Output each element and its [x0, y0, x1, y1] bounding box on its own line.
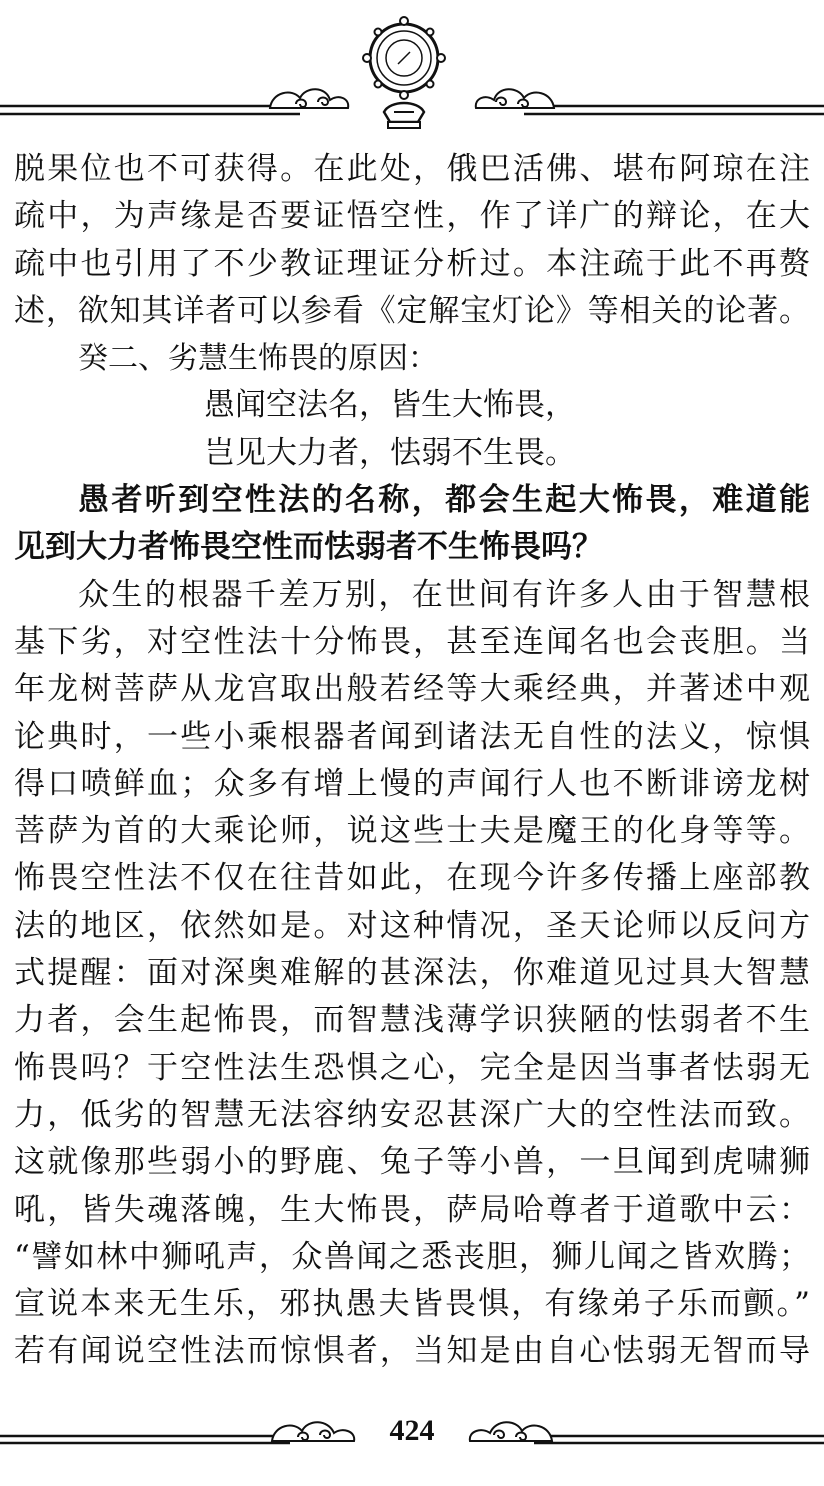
section-heading: 癸二、劣慧生怖畏的原因：: [78, 341, 438, 377]
text-line: 怖畏空性法不仅在往昔如此，在现今许多传播上座部教: [14, 860, 810, 897]
text-line: 众生的根器千差万别，在世间有许多人由于智慧根: [78, 576, 810, 613]
translation-line: 愚者听到空性法的名称，都会生起大怖畏，难道能: [78, 482, 810, 519]
text-line: 菩萨为首的大乘论师，说这些士夫是魔王的化身等等。: [14, 813, 810, 850]
text-line: 力者，会生起怖畏，而智慧浅薄学识狭陋的怯弱者不生: [14, 1002, 810, 1039]
text-line: 法的地区，依然如是。对这种情况，圣天论师以反问方: [14, 907, 810, 944]
text-line: 怖畏吗？于空性法生恐惧之心，完全是因当事者怯弱无: [14, 1049, 810, 1086]
text-line: 疏中也引用了不少教证理证分析过。本注疏于此不再赘: [14, 245, 810, 282]
dharma-wheel-medallion-icon: [363, 17, 445, 128]
text-line: 若有闻说空性法而惊惧者，当知是由自心怯弱无智而导: [14, 1333, 810, 1370]
continued-paragraph: [14, 146, 810, 335]
text-line: 吼，皆失魂落魄，生大怖畏，萨局哈尊者于道歌中云：: [14, 1191, 810, 1228]
verse-translation: [14, 477, 810, 572]
text-line: 年龙树菩萨从龙宫取出般若经等大乘经典，并著述中观: [14, 671, 810, 708]
cloud-scroll-left-icon: [270, 89, 348, 108]
verse-line: 愚闻空法名，皆生大怖畏，: [204, 387, 576, 424]
text-line: 论典时，一些小乘根器者闻到诸法无自性的法义，惊惧: [14, 718, 810, 755]
cloud-scroll-right-icon: [476, 89, 554, 108]
text-line: 力，低劣的智慧无法容纳安忍甚深广大的空性法而致。: [14, 1096, 810, 1133]
verse-line: 岂见大力者，怯弱不生畏。: [204, 434, 576, 471]
page-body: [14, 146, 810, 1376]
quote-line: “譬如林中狮吼声，众兽闻之悉丧胆，狮儿闻之皆欢腾；: [14, 1238, 810, 1275]
header-ornament: [0, 0, 824, 140]
cloud-scroll-right-icon: [470, 1422, 552, 1441]
text-line: 得口喷鲜血；众多有增上慢的声闻行人也不断诽谤龙树: [14, 765, 810, 802]
text-line: 式提醒：面对深奥难解的甚深法，你难道见过具大智慧: [14, 955, 810, 992]
text-line: 这就像那些弱小的野鹿、兔子等小兽，一旦闻到虎啸狮: [14, 1144, 810, 1181]
page-number: 424: [389, 1414, 435, 1447]
text-line: 基下劣，对空性法十分怖畏，甚至连闻名也会丧胆。当: [14, 623, 810, 660]
text-line: 述，欲知其详者可以参看《定解宝灯论》等相关的论著。: [14, 292, 810, 329]
verse-block: [14, 382, 810, 477]
text-line: 脱果位也不可获得。在此处，俄巴活佛、堪布阿琼在注: [14, 151, 810, 187]
quote-line: 宣说本来无生乐，邪执愚夫皆畏惧，有缘弟子乐而颤。”: [14, 1286, 810, 1323]
commentary-paragraph: [14, 572, 810, 1376]
translation-line: 见到大力者怖畏空性而怯弱者不生怖畏吗？: [14, 529, 603, 566]
cloud-scroll-left-icon: [272, 1422, 354, 1441]
text-line: 疏中，为声缘是否要证悟空性，作了详广的辩论，在大: [14, 198, 810, 235]
